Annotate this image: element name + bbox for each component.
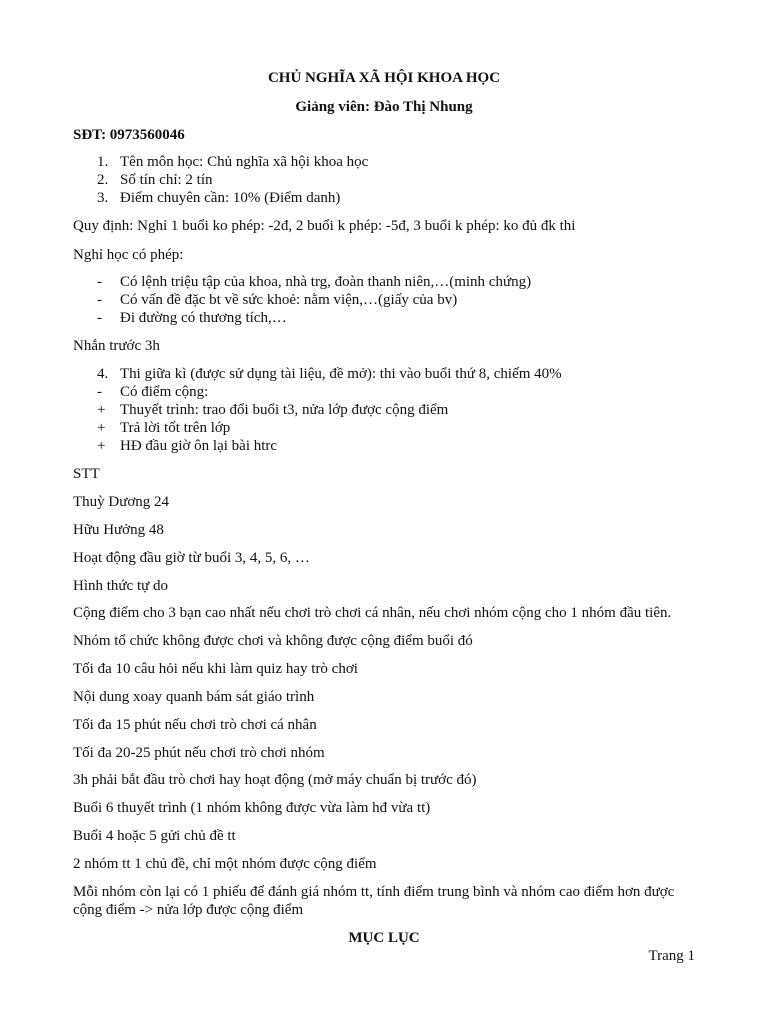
paragraph: 3h phải bắt đầu trò chơi hay hoạt động (mở máy chuẩn bị trước đó): [73, 772, 477, 788]
leave-heading: Nghỉ học có phép:: [73, 247, 184, 263]
paragraph: Hình thức tự do: [73, 578, 169, 594]
list-item-text: Có điểm cộng:: [120, 384, 209, 400]
list-item-bullet: -: [97, 292, 102, 308]
list-item-bullet: -: [97, 384, 102, 400]
list-item-text: HĐ đầu giờ ôn lại bài htrc: [120, 438, 278, 454]
phone-line: SĐT: 0973560046: [73, 127, 185, 143]
list-item-bullet: -: [97, 310, 102, 326]
list-item-text: Tên môn học: Chủ nghĩa xã hội khoa học: [120, 154, 369, 170]
list-item-text: Có lệnh triệu tập của khoa, nhà trg, đoàn thanh niên,…(minh chứng): [120, 274, 532, 290]
list-item-number: 2.: [97, 172, 109, 188]
paragraph: Hoạt động đầu giờ từ buổi 3, 4, 5, 6, …: [73, 550, 310, 566]
paragraph: Cộng điểm cho 3 bạn cao nhất nếu chơi trò chơi cá nhân, nếu chơi nhóm cộng cho 1 nhóm đầu tiên.: [73, 605, 672, 621]
list-item-text: Đi đường có thương tích,…: [120, 310, 287, 326]
list-item-number: 3.: [97, 190, 109, 206]
paragraph: Nội dung xoay quanh bám sát giáo trình: [73, 689, 315, 705]
list-item-text: Thi giữa kì (được sử dụng tài liệu, đề mở): thi vào buổi thứ 8, chiếm 40%: [120, 366, 562, 382]
paragraph: Thuỳ Dương 24: [73, 494, 170, 510]
paragraph: Buổi 6 thuyết trình (1 nhóm không được vừa làm hđ vừa tt): [73, 800, 431, 816]
list-item-number: 4.: [97, 366, 109, 382]
paragraph: Tối đa 15 phút nếu chơi trò chơi cá nhân: [73, 717, 317, 733]
paragraph: Nhóm tổ chức không được chơi và không được cộng điểm buổi đó: [73, 633, 473, 649]
paragraph: Hữu Hưởng 48: [73, 522, 164, 538]
list-item-text: Thuyết trình: trao đổi buổi t3, nửa lớp được cộng điểm: [120, 402, 449, 418]
list-item-bullet: -: [97, 274, 102, 290]
list-item-text: Điểm chuyên cần: 10% (Điểm danh): [120, 190, 341, 206]
notice-line: Nhắn trước 3h: [73, 338, 160, 354]
absence-rule: Quy định: Nghỉ 1 buổi ko phép: -2đ, 2 buổi k phép: -5đ, 3 buổi k phép: ko đủ đk thi: [73, 218, 576, 234]
list-item-number: 1.: [97, 154, 109, 170]
list-item-text: Có vấn đề đặc bt về sức khoẻ: nằm viện,…(giấy của bv): [120, 292, 458, 308]
toc-heading: MỤC LỤC: [348, 930, 420, 946]
list-item-bullet: +: [97, 438, 106, 454]
paragraph: Tối đa 20-25 phút nếu chơi trò chơi nhóm: [73, 745, 325, 761]
paragraph: Buổi 4 hoặc 5 gửi chủ đề tt: [73, 828, 236, 844]
list-item-bullet: +: [97, 402, 106, 418]
paragraph: 2 nhóm tt 1 chủ đề, chỉ một nhóm được cộng điểm: [73, 856, 377, 872]
paragraph-line: Mỗi nhóm còn lại có 1 phiếu để đánh giá nhóm tt, tính điểm trung bình và nhóm cao điểm hơn được: [73, 884, 675, 900]
paragraph: Tối đa 10 câu hỏi nếu khi làm quiz hay trò chơi: [73, 661, 358, 677]
paragraph-line: cộng điểm -> nửa lớp được cộng điểm: [73, 902, 304, 918]
list-item-text: Trả lời tốt trên lớp: [120, 420, 231, 436]
list-item-bullet: +: [97, 420, 106, 436]
page-number: Trang 1: [648, 948, 695, 964]
list-item-text: Số tín chỉ: 2 tín: [120, 172, 213, 188]
lecturer-line: Giảng viên: Đào Thị Nhung: [295, 99, 473, 115]
document-title: CHỦ NGHĨA XÃ HỘI KHOA HỌC: [267, 70, 501, 86]
paragraph: STT: [73, 466, 100, 482]
